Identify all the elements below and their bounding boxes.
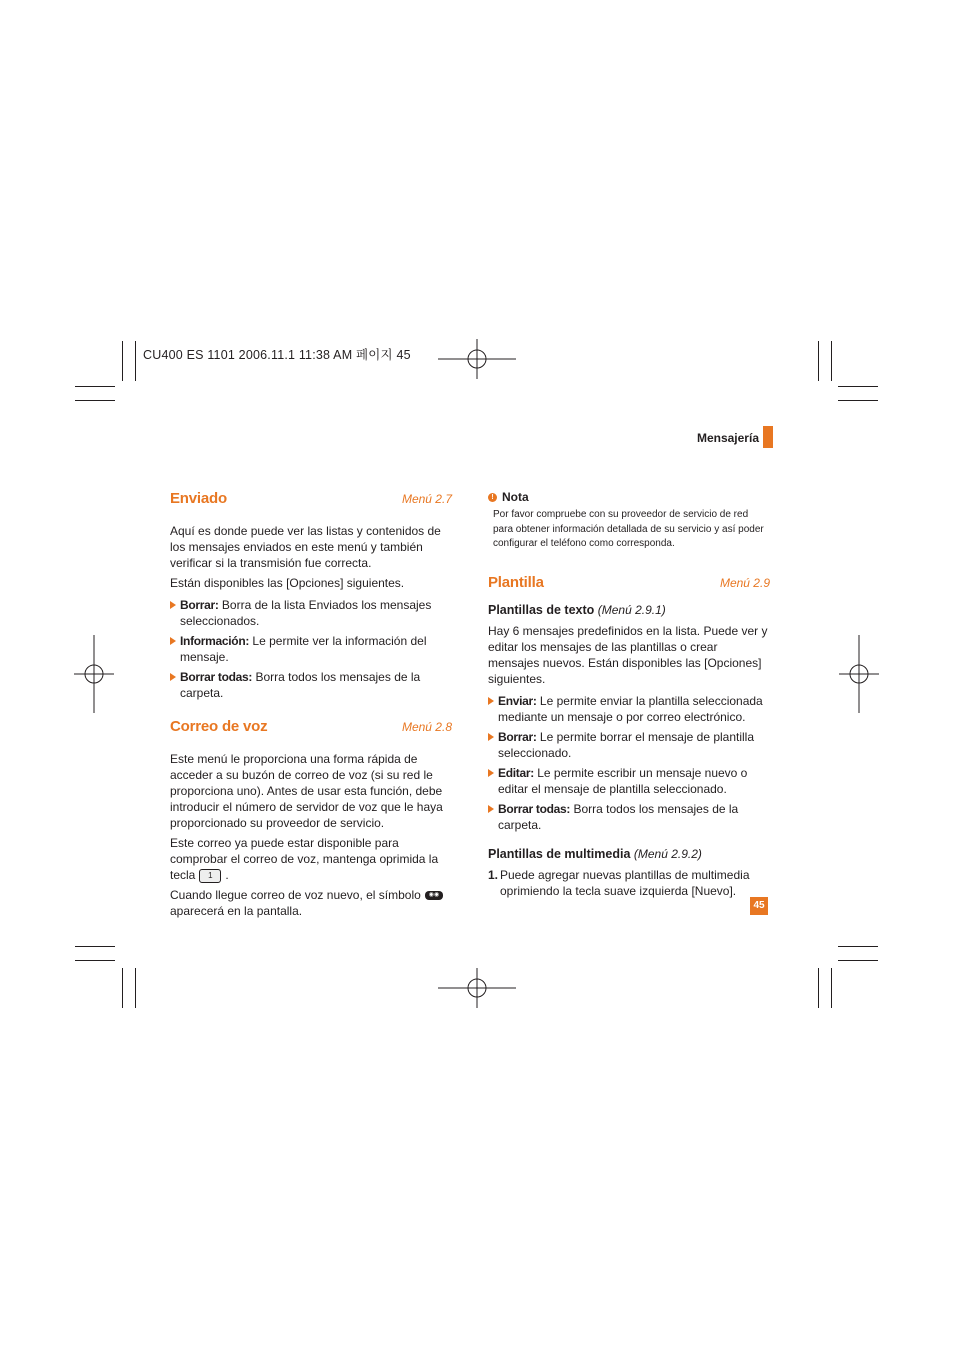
plantilla-menu-ref: Menú 2.9 <box>719 575 770 590</box>
option-text: Le permite ver la información del mensaje. <box>180 634 427 664</box>
page-number: 45 <box>750 897 768 915</box>
plantillas-texto-intro: Hay 6 mensajes predefinidos en la lista. Puede ver y editar los mensajes de las plantillas o crear mensajes nuevos. Están disponibles las [Opciones] siguientes. <box>488 623 768 686</box>
option-text: Borra todos los mensajes de la carpeta. <box>180 670 421 700</box>
section-label: Mensajería <box>696 431 759 445</box>
correo-title: Correo de voz <box>170 718 268 735</box>
crop-line <box>135 968 136 1008</box>
note-body: Por favor compruebe con su proveedor de servicio de red para obtener información detallada de su servicio y así poder configurar el teléfono como corresponda. <box>493 509 764 549</box>
crop-line <box>135 341 136 381</box>
left-column <box>170 490 452 923</box>
correo-p3-text: Cuando llegue correo de voz nuevo, el símbolo <box>170 888 421 902</box>
crop-line <box>831 341 832 381</box>
registration-mark-icon <box>839 635 879 713</box>
plantillas-texto-title: Plantillas de texto <box>488 602 595 617</box>
enviado-option-informacion <box>170 633 452 665</box>
key-1-icon: 1 <box>199 869 221 883</box>
correo-paragraph-2 <box>170 835 452 883</box>
correo-menu-ref: Menú 2.8 <box>401 720 452 734</box>
option-label: Información: <box>180 634 250 648</box>
plantillas-texto-heading <box>488 603 770 617</box>
correo-p3-end: aparecerá en la pantalla. <box>170 904 303 918</box>
enviado-intro: Aquí es donde puede ver las listas y contenidos de los mensajes enviados en este menú y también verificar si la transmisión fue correcta. <box>170 524 441 570</box>
registration-mark-icon <box>74 635 114 713</box>
right-column <box>488 490 770 899</box>
plantilla-option-editar <box>488 765 770 797</box>
crop-line <box>818 968 819 1008</box>
crop-line <box>122 968 123 1008</box>
correo-p2-text: Este correo ya puede estar disponible para comprobar el correo de voz, mantenga oprimida la tecla <box>170 836 439 882</box>
multimedia-step-1 <box>488 867 770 899</box>
option-text: Le permite enviar la plantilla seleccionada mediante un mensaje o por correo electrónico. <box>498 693 763 724</box>
option-label: Borrar todas: <box>498 801 571 816</box>
plantillas-texto-menu-ref: (Menú 2.9.1) <box>597 602 666 617</box>
option-label: Borrar todas: <box>180 670 253 684</box>
plantilla-option-borrar-todas <box>488 801 770 833</box>
print-header: CU400 ES 1101 2006.11.1 11:38 AM 페이지 45 <box>143 348 411 362</box>
bullet-arrow-icon <box>488 697 494 705</box>
enviado-options-intro: Están disponibles las [Opciones] siguientes. <box>170 576 405 590</box>
step-text: Puede agregar nuevas plantillas de multimedia oprimiendo la tecla suave izquierda [Nuevo]. <box>500 867 750 898</box>
plantillas-multimedia-title: Plantillas de multimedia <box>488 846 631 861</box>
plantilla-title: Plantilla <box>488 573 544 591</box>
registration-mark-icon <box>438 968 516 1008</box>
voicemail-icon: ◉◉ <box>425 891 443 900</box>
bullet-arrow-icon <box>488 769 494 777</box>
option-text: Le permite escribir un mensaje nuevo o editar el mensaje de plantilla seleccionado. <box>498 765 748 796</box>
enviado-heading-row <box>170 490 452 507</box>
plantilla-option-borrar <box>488 729 770 761</box>
enviado-title: Enviado <box>170 490 227 507</box>
crop-line <box>75 946 115 947</box>
option-text: Borra todos los mensajes de la carpeta. <box>498 801 739 832</box>
crop-line <box>75 386 115 387</box>
crop-line <box>122 341 123 381</box>
plantillas-multimedia-heading <box>488 847 770 861</box>
option-text: Borra de la lista Enviados los mensajes seleccionados. <box>180 598 432 628</box>
bullet-arrow-icon <box>170 673 176 681</box>
crop-line <box>838 960 878 961</box>
bullet-arrow-icon <box>488 733 494 741</box>
plantilla-heading-row <box>488 574 770 591</box>
section-tab <box>763 426 773 448</box>
correo-heading-row <box>170 718 452 735</box>
note-title-row <box>488 490 770 504</box>
crop-line <box>838 946 878 947</box>
step-number: 1. <box>488 867 499 882</box>
option-label: Borrar: <box>180 598 219 612</box>
crop-line <box>818 341 819 381</box>
option-text: Le permite borrar el mensaje de plantilla seleccionado. <box>498 729 755 760</box>
bullet-arrow-icon <box>170 637 176 645</box>
plantilla-option-enviar <box>488 693 770 725</box>
correo-p2-end: . <box>225 868 229 882</box>
option-label: Editar: <box>498 765 534 780</box>
enviado-option-borrar-todas <box>170 669 452 701</box>
correo-paragraph-1: Este menú le proporciona una forma rápida de acceder a su buzón de correo de voz (si su red le proporciona uno). Antes de usar esta función, debe introducir el número de servidor de voz que le haya proporcionado su proveedor de servicio. <box>170 752 443 830</box>
crop-line <box>838 386 878 387</box>
crop-line <box>75 960 115 961</box>
plantillas-multimedia-menu-ref: (Menú 2.9.2) <box>633 846 702 861</box>
crop-line <box>838 400 878 401</box>
option-label: Borrar: <box>498 729 537 744</box>
enviado-menu-ref: Menú 2.7 <box>401 492 452 506</box>
bullet-arrow-icon <box>170 601 176 609</box>
crop-line <box>75 400 115 401</box>
registration-mark-icon <box>438 339 516 379</box>
crop-line <box>831 968 832 1008</box>
bullet-arrow-icon <box>488 805 494 813</box>
enviado-option-borrar <box>170 597 452 629</box>
correo-paragraph-3 <box>170 887 452 919</box>
warning-icon: ! <box>488 493 497 502</box>
note-title: Nota <box>502 490 529 504</box>
option-label: Enviar: <box>498 693 537 708</box>
